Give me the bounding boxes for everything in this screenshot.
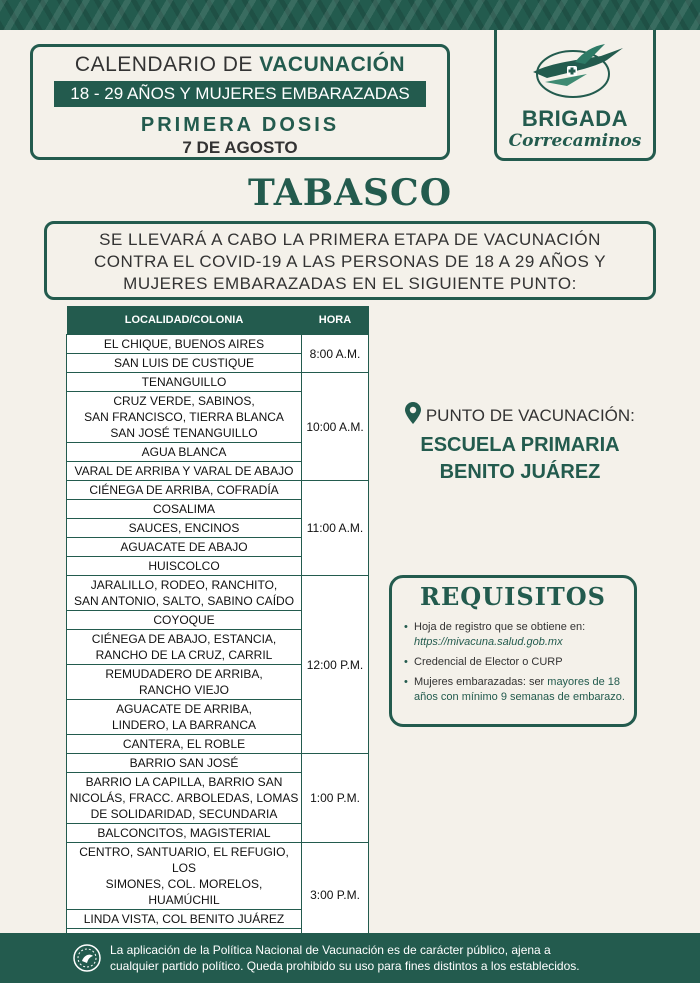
locality-cell: CIÉNEGA DE ABAJO, ESTANCIA, RANCHO DE LA CRUZ, CARRIL (67, 630, 302, 665)
locality-cell: REMUDADERO DE ARRIBA, RANCHO VIEJO (67, 665, 302, 700)
date-label: 7 DE AGOSTO (182, 138, 298, 157)
locality-cell: BALCONCITOS, MAGISTERIAL (67, 824, 302, 843)
footer-line: La aplicación de la Política Nacional de Vacunación es de carácter público, ajena a (110, 943, 551, 957)
locality-cell: HUISCOLCO (67, 557, 302, 576)
requirement-item: • Credencial de Elector o CURP (404, 655, 628, 670)
time-cell: 8:00 A.M. (302, 335, 369, 373)
locality-cell: BARRIO SAN JOSÉ (67, 754, 302, 773)
locality-cell: EL CHIQUE, BUENOS AIRES (67, 335, 302, 354)
requirements-title: REQUISITOS (420, 582, 606, 611)
footer-band (0, 933, 700, 983)
roadrunner-logo-icon (527, 38, 627, 107)
time-cell: 11:00 A.M. (302, 481, 369, 576)
point-label: PUNTO DE VACUNACIÓN: (425, 406, 635, 425)
table-row (67, 843, 369, 910)
decorative-top-band (0, 0, 700, 30)
time-cell: 1:00 P.M. (302, 754, 369, 843)
brand-name: BRIGADA (521, 106, 629, 131)
locality-cell: CIÉNEGA DE ARRIBA, COFRADÍA (67, 481, 302, 500)
time-cell: 3:00 P.M. (302, 843, 369, 948)
school-name-line: ESCUELA PRIMARIA (420, 434, 620, 456)
locality-cell: TENANGUILLO (67, 373, 302, 392)
table-header-row (67, 306, 369, 335)
audience-band: 18 - 29 AÑOS Y MUJERES EMBARAZADAS (54, 81, 426, 107)
locality-cell: COYOQUE (67, 611, 302, 630)
locality-cell: COSALIMA (67, 500, 302, 519)
locality-cell: VARAL DE ARRIBA Y VARAL DE ABAJO (67, 462, 302, 481)
column-header-locality: LOCALIDAD/COLONIA (67, 306, 302, 335)
table-row (67, 481, 369, 500)
footer-line: cualquier partido político. Queda prohibido su uso para fines distintos a los establecidos. (110, 959, 580, 973)
requirements-list (404, 620, 628, 710)
table-row (67, 754, 369, 773)
location-pin-icon (405, 406, 426, 425)
locality-cell: CRUZ VERDE, SABINOS, SAN FRANCISCO, TIERRA BLANCA SAN JOSÉ TENANGUILLO (67, 392, 302, 443)
intro-line: CONTRA EL COVID-19 A LAS PERSONAS DE 18 A 29 AÑOS Y (93, 252, 607, 271)
locality-cell: BARRIO LA CAPILLA, BARRIO SAN NICOLÁS, FRACC. ARBOLEDAS, LOMAS DE SOLIDARIDAD, SECUNDARIA (67, 773, 302, 824)
requirement-item: • Hoja de registro que se obtiene en: https://mivacuna.salud.gob.mx (404, 620, 628, 650)
dose-label: PRIMERA DOSIS (140, 114, 340, 136)
requirements-box (389, 575, 637, 727)
intro-line: MUJERES EMBARAZADAS EN EL SIGUIENTE PUNTO: (123, 274, 577, 293)
intro-line: SE LLEVARÁ A CABO LA PRIMERA ETAPA DE VACUNACIÓN (99, 230, 601, 249)
locality-cell: SAN LUIS DE CUSTIQUE (67, 354, 302, 373)
locality-cell: SAUCES, ENCINOS (67, 519, 302, 538)
table-row (67, 335, 369, 354)
brand-subtitle: Correcaminos (508, 131, 642, 151)
locality-cell: CENTRO, SANTUARIO, EL REFUGIO, LOS SIMONES, COL. MORELOS, HUAMÚCHIL (67, 843, 302, 910)
registration-link[interactable]: https://mivacuna.salud.gob.mx (414, 636, 563, 648)
intro-notice (44, 221, 656, 300)
calendar-title: CALENDARIO DE VACUNACIÓN (74, 53, 406, 76)
locality-cell: AGUA BLANCA (67, 443, 302, 462)
locality-cell: LINDA VISTA, COL BENITO JUÁREZ (67, 910, 302, 929)
time-cell: 12:00 P.M. (302, 576, 369, 754)
brigada-brand (494, 30, 656, 161)
vaccination-point (390, 402, 650, 486)
column-header-time: HORA (302, 306, 369, 335)
locality-cell: CANTERA, EL ROBLE (67, 735, 302, 754)
national-seal-icon (72, 943, 102, 978)
locality-cell: AGUACATE DE ARRIBA, LINDERO, LA BARRANCA (67, 700, 302, 735)
state-title: TABASCO (247, 172, 453, 214)
time-cell: 10:00 A.M. (302, 373, 369, 481)
schedule-body (67, 335, 369, 948)
calendar-header (30, 44, 450, 160)
school-name-line: BENITO JUÁREZ (439, 461, 601, 483)
table-row (67, 576, 369, 611)
schedule-table (66, 306, 369, 948)
table-row (67, 373, 369, 392)
locality-cell: AGUACATE DE ABAJO (67, 538, 302, 557)
requirement-item: • Mujeres embarazadas: ser mayores de 18 años con mínimo 9 semanas de embarazo. (404, 675, 628, 705)
locality-cell: JARALILLO, RODEO, RANCHITO, SAN ANTONIO, SALTO, SABINO CAÍDO (67, 576, 302, 611)
